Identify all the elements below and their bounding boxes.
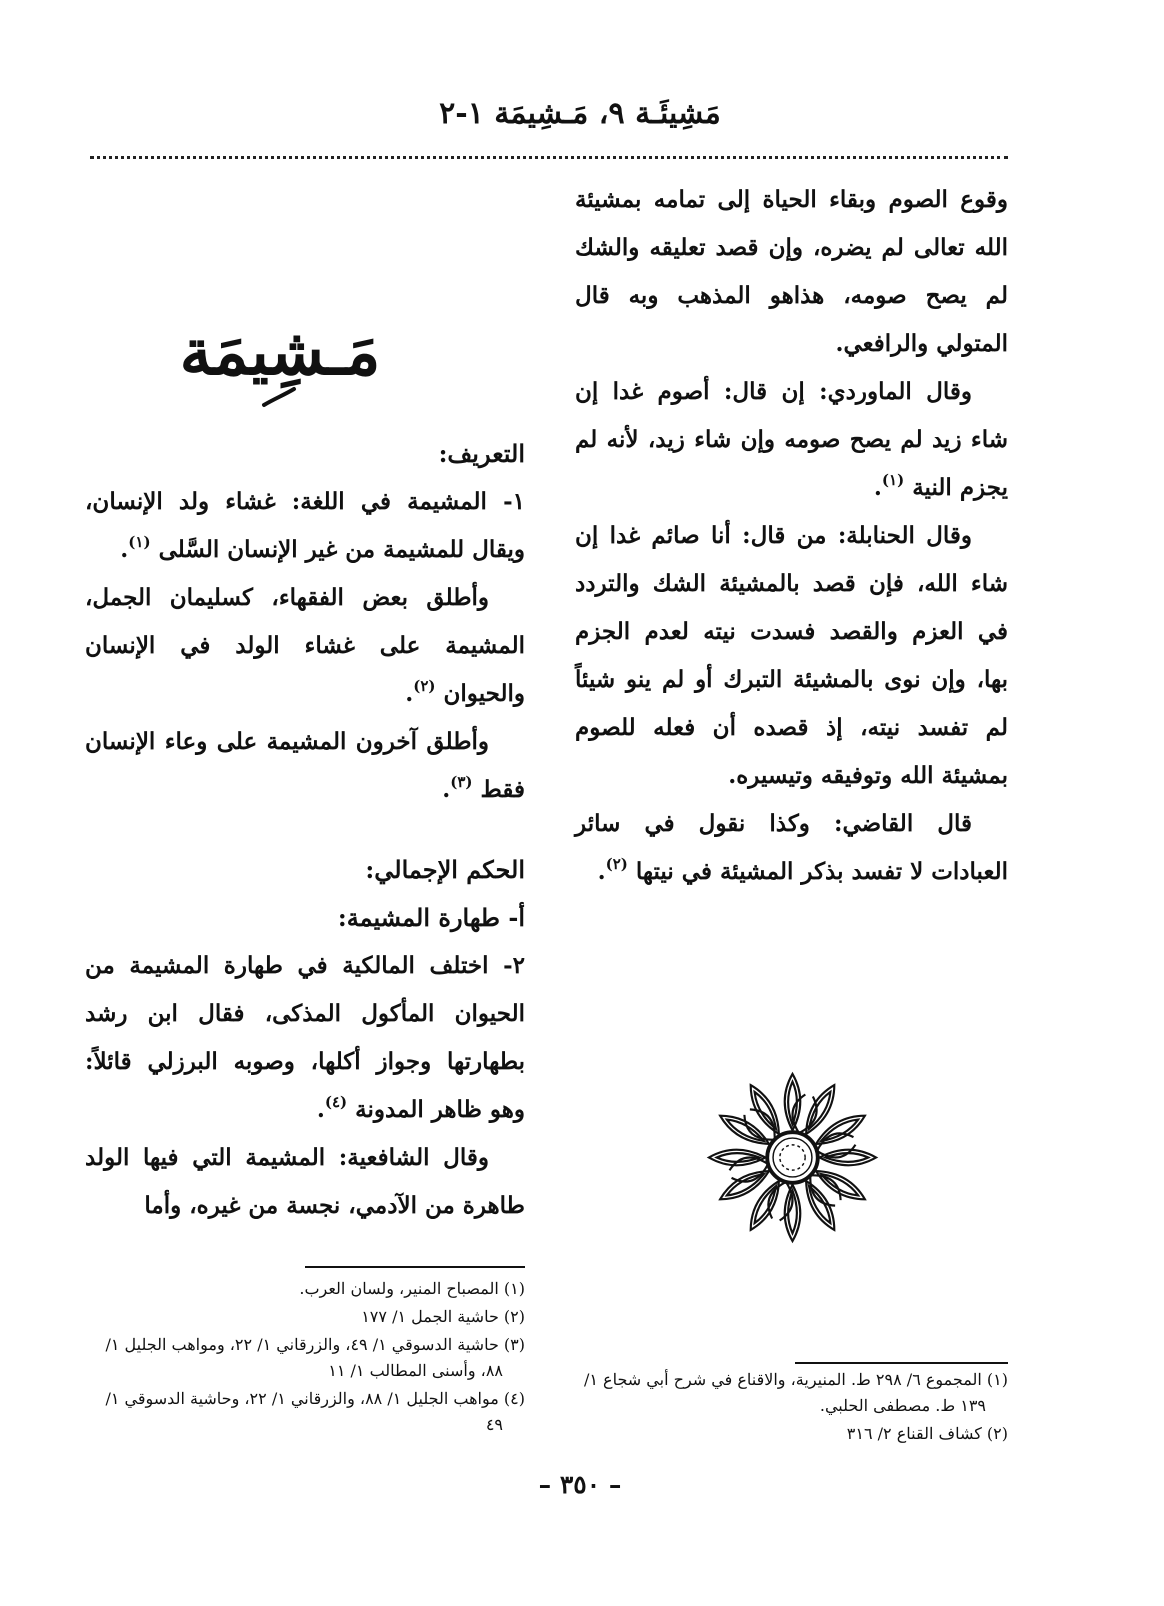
paragraph: وأطلق بعض الفقهاء، كسليمان الجمل، المشيمة على غشاء الولد في الإنسان والحيوان $^{(٢)}$. (85, 584, 525, 707)
footnote: (١) المجموع ٦/ ٢٩٨ ط. المنيرية، والاقناع في شرح أبي شجاع ١/ ١٣٩ ط. مصطفى الحلبي. (583, 1370, 1008, 1415)
section-title: مَـشِيمَة (179, 315, 381, 390)
footnote-ref: (١) (128, 533, 151, 551)
footnote: (١) المصباح المنير، ولسان العرب. (299, 1279, 525, 1298)
footnote-ref: (٣) (450, 773, 473, 791)
ruling-heading: الحكم الإجمالي: (365, 855, 525, 884)
paragraph: قال القاضي: وكذا نقول في سائر العبادات لا تفسد بذكر المشيئة في نيتها $^{(٢)}$. (575, 810, 1008, 885)
footnote: (٤) مواهب الجليل ١/ ٨٨، والزرقاني ١/ ٢٢، وحاشية الدسوقي ١/ ٤٩ (105, 1389, 525, 1434)
footnote-ref: (١) (881, 471, 905, 489)
paragraph: وقال الحنابلة: من قال: أنا صائم غدا إن شاء الله، فإن قصد بالمشيئة الشك والتردد في العزم والقصد فسدت نيته لعدم الجزم بها، وإن نوى بالمشيئة التبرك أو لم ينو شيئاً لم تفسد نيته، إذ قصده أن فعله للصوم بمشيئة الله وتوفيقه وتيسيره. (575, 522, 1008, 789)
footnote: (٢) كشاف القناع ٢/ ٣١٦ (846, 1424, 1008, 1443)
footnote: (٢) حاشية الجمل ١/ ١٧٧ (361, 1307, 525, 1326)
title-swash-ornament (260, 385, 300, 409)
footnote-ref: (٢) (413, 677, 436, 695)
paragraph: ١- المشيمة في اللغة: غشاء ولد الإنسان، ويقال للمشيمة من غير الإنسان السَّلى $^{(١)}$. (85, 488, 525, 563)
footnote-ref: (٤) (324, 1093, 348, 1111)
footnotes-right (575, 1367, 1008, 1449)
paragraph: وقال الماوردي: إن قال: أصوم غدا إن شاء زيد لم يصح صومه وإن شاء زيد، لأنه لم يجزم النية $^{(١)}$. (575, 378, 1008, 501)
rosette-ornament (705, 1070, 880, 1245)
definition-heading: التعريف: (438, 439, 525, 468)
footnote-ref: (٢) (605, 855, 628, 873)
left-column (85, 430, 525, 1230)
right-column (575, 176, 1008, 896)
header-dotted-rule (90, 156, 1008, 159)
footnote: (٣) حاشية الدسوقي ١/ ٤٩، والزرقاني ١/ ٢٢، ومواهب الجليل ١/ ٨٨، وأسنى المطالب ١/ ١١ (105, 1335, 525, 1380)
sub-heading: أ- طهارة المشيمة: (337, 903, 525, 932)
paragraph: وأطلق آخرون المشيمة على وعاء الإنسان فقط $^{(٣)}$. (85, 728, 525, 803)
paragraph: ٢- اختلف المالكية في طهارة المشيمة من الحيوان المأكول المذكى، فقال ابن رشد بطهارتها وجواز أكلها، وصوبه البرزلي قائلاً: وهو ظاهر المدونة $^{(٤)}$. (85, 952, 525, 1123)
paragraph: وقوع الصوم وبقاء الحياة إلى تمامه بمشيئة الله تعالى لم يضره، وإن قصد تعليقه والشك لم يصح صومه، هذاهو المذهب وبه قال المتولي والرافعي. (575, 186, 1008, 357)
footnote-rule-right (795, 1362, 1008, 1364)
footnote-rule-left (305, 1266, 525, 1268)
page-number: – ٣٥٠ – (538, 1470, 622, 1499)
running-header: مَشِيئَـة ٩، مَـشِيمَة ١-٢ (439, 96, 721, 131)
paragraph: وقال الشافعية: المشيمة التي فيها الولد طاهرة من الآدمي، نجسة من غيره، وأما (85, 1144, 525, 1219)
footnotes-left (85, 1276, 525, 1440)
